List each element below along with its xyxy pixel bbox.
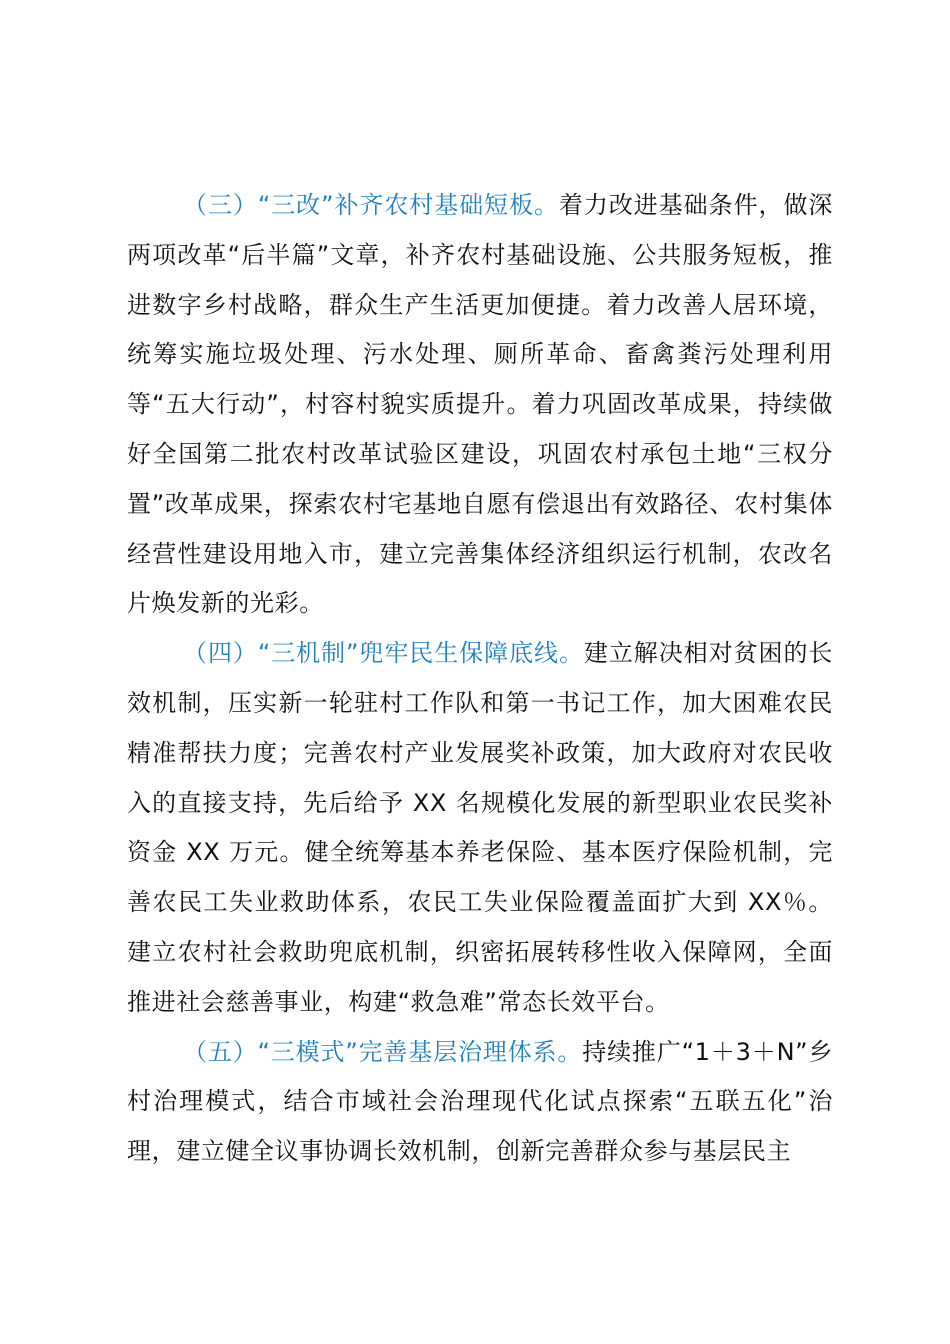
paragraph-five-heading: （五）“三模式”完善基层治理体系。 xyxy=(183,1037,583,1066)
paragraph-four xyxy=(127,629,833,1027)
document-body xyxy=(127,181,833,1177)
paragraph-five-text: 持续推广“1＋3＋N”乡村治理模式，结合市域社会治理现代化试点探索“五联五化”治理，建立健全议事协调长效机制，创新完善群众参与基层民主 xyxy=(127,1037,833,1166)
paragraph-three xyxy=(127,181,833,629)
paragraph-five xyxy=(127,1028,833,1177)
paragraph-four-text: 建立解决相对贫困的长效机制，压实新一轮驻村工作队和第一书记工作，加大困难农民精准帮扶力度；完善农村产业发展奖补政策，加大政府对农民收入的直接支持，先后给予 XX 名规模化发展的新型职业农民奖补资金 XX 万元。健全统筹基本养老保险、基本医疗保险机制，完善农民工失业救助体系，农民工失业保险覆盖面扩大到 XX％。建立农村社会救助兜底机制，织密拓展转移性收入保障网，全面推进社会慈善事业，构建“救急难”常态长效平台。 xyxy=(127,639,833,1016)
paragraph-three-text: 着力改进基础条件，做深两项改革“后半篇”文章，补齐农村基础设施、公共服务短板，推进数字乡村战略，群众生产生活更加便捷。着力改善人居环境，统筹实施垃圾处理、污水处理、厕所革命、畜禽粪污处理利用等“五大行动”，村容村貌实质提升。着力巩固改革成果，持续做好全国第二批农村改革试验区建设，巩固农村承包土地“三权分置”改革成果，探索农村宅基地自愿有偿退出有效路径、农村集体经营性建设用地入市，建立完善集体经济组织运行机制，农改名片焕发新的光彩。 xyxy=(127,191,833,618)
paragraph-four-heading: （四）“三机制”兜牢民生保障底线。 xyxy=(183,639,584,668)
paragraph-three-heading: （三）“三改”补齐农村基础短板。 xyxy=(183,191,559,219)
